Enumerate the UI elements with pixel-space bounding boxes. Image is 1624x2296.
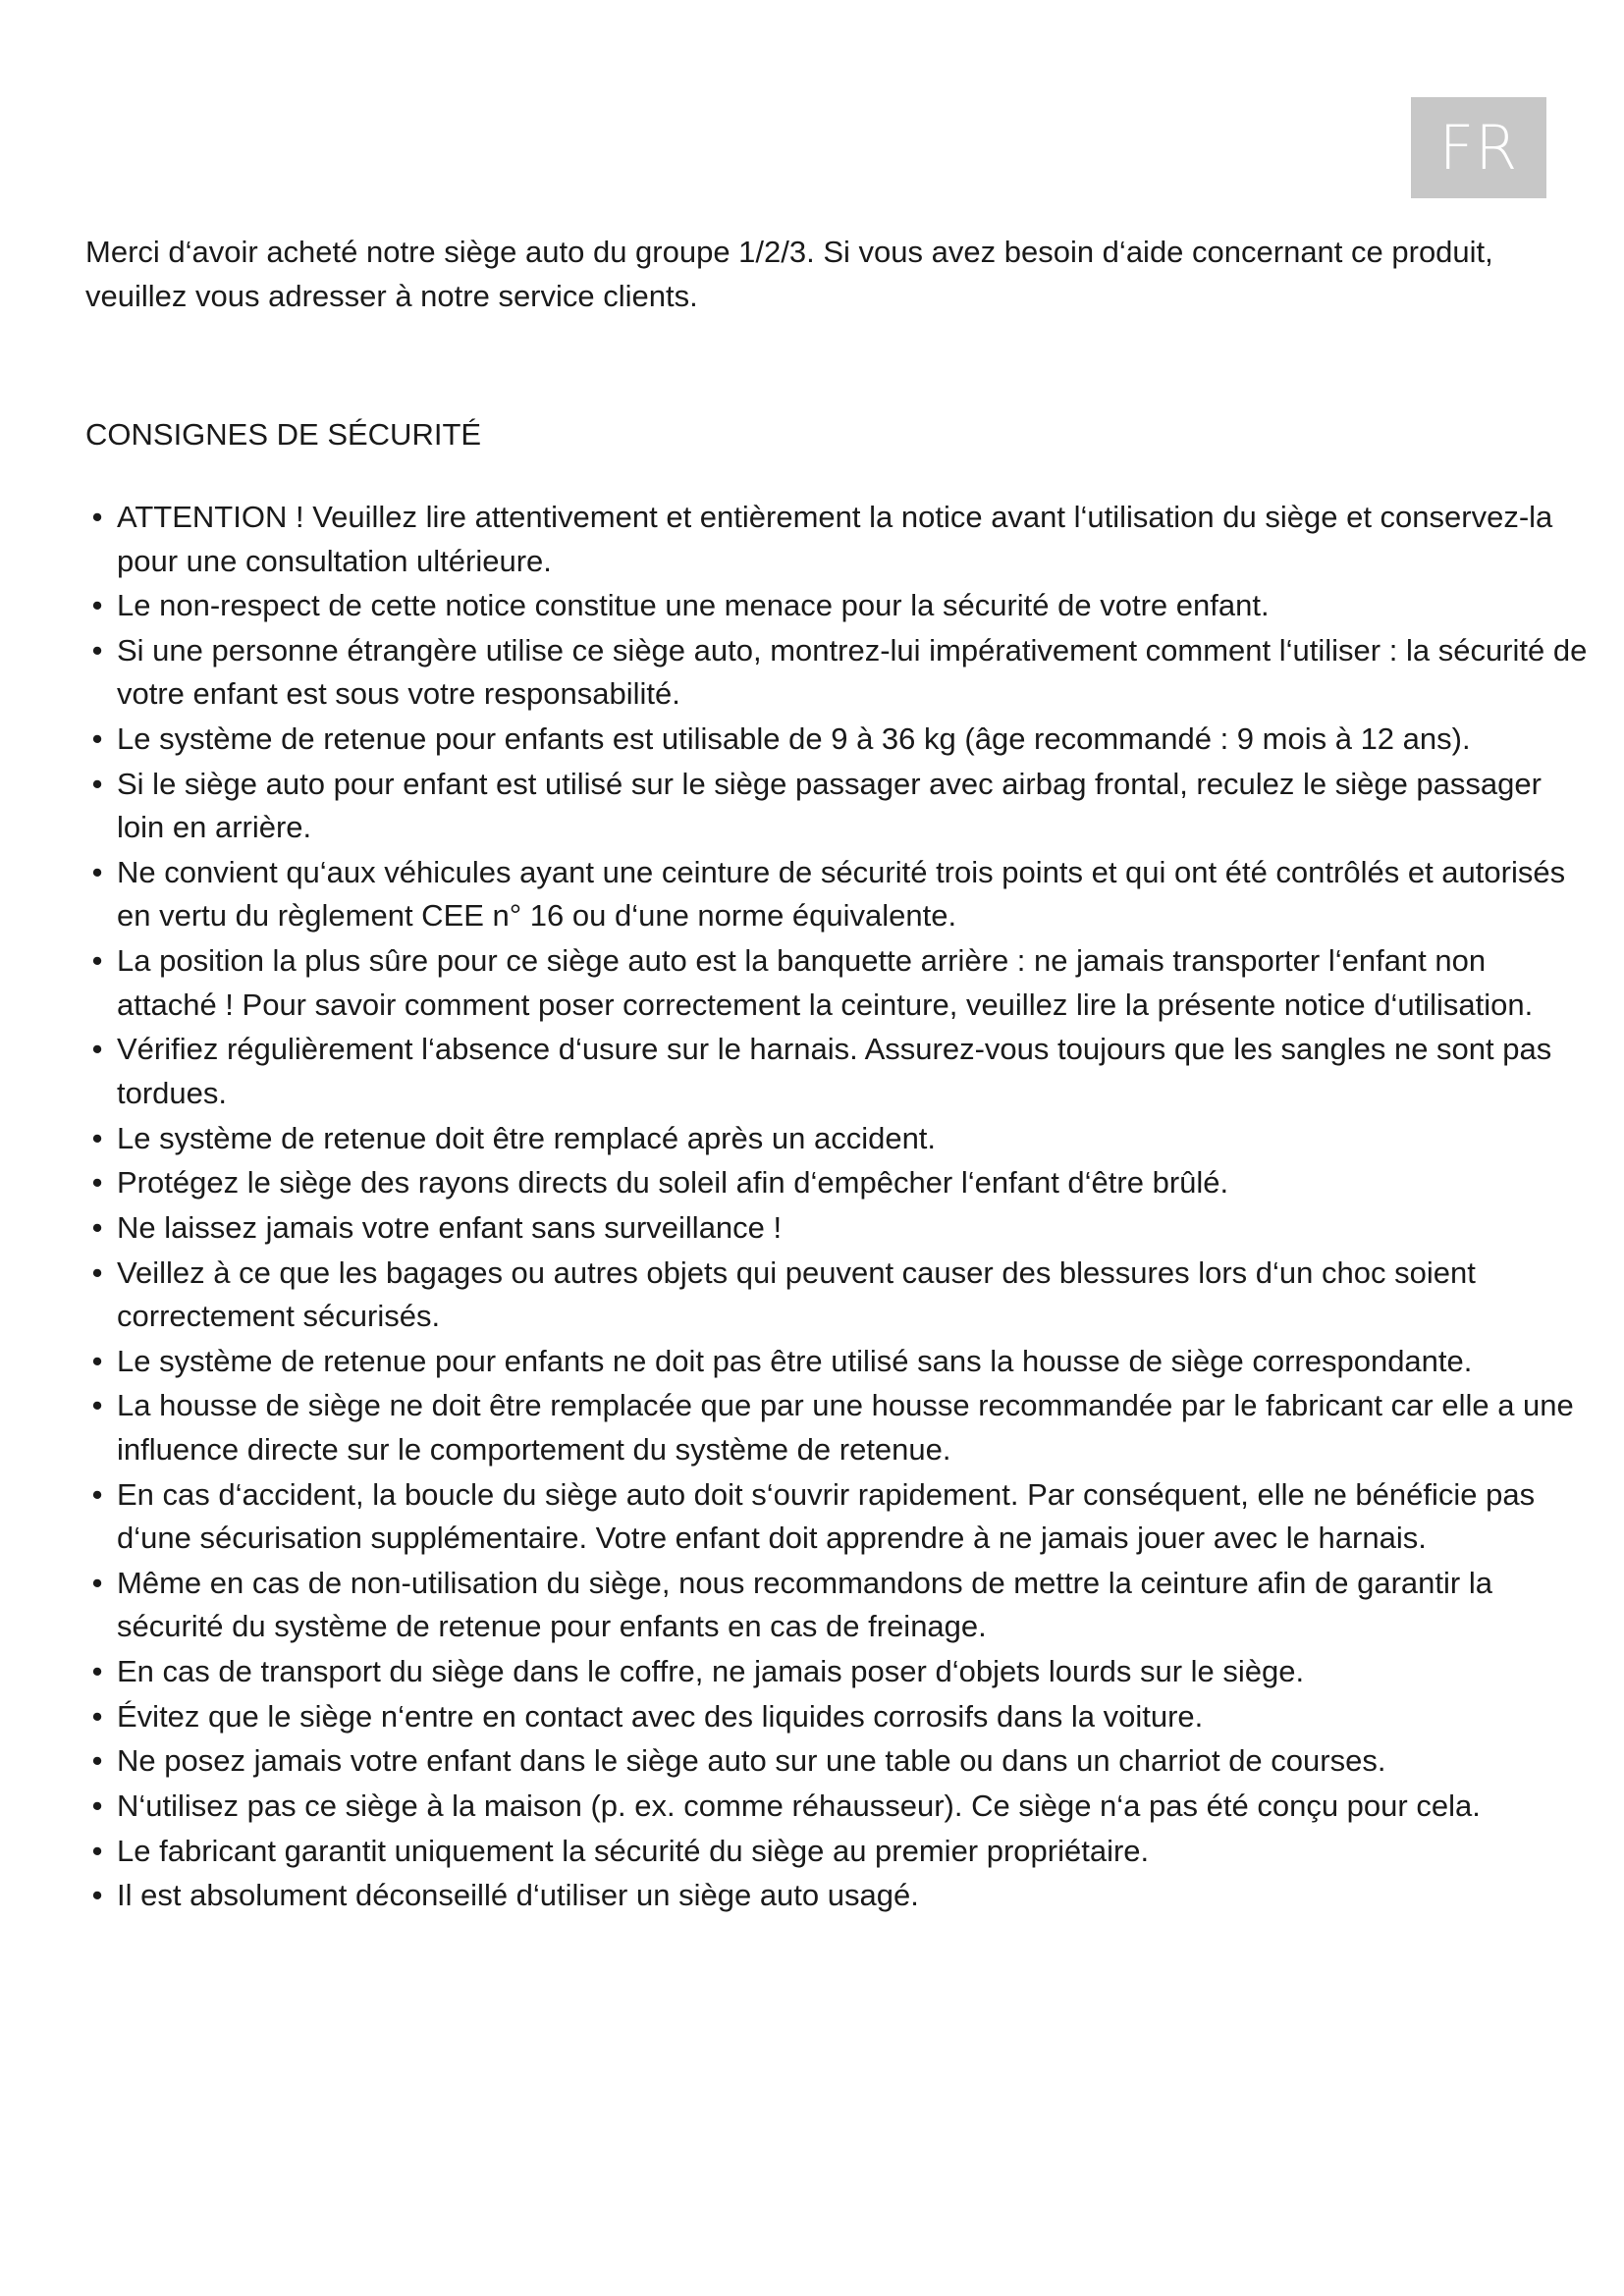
list-item-text: Si une personne étrangère utilise ce siège auto, montrez-lui impérativement comment l‘utiliser : la sécurité de votre enfant est sous votre responsabilité. (117, 632, 1588, 712)
bullet-icon: • (91, 632, 103, 667)
list-item (85, 1695, 1588, 1739)
list-item-text: Le système de retenue doit être remplacé après un accident. (117, 1120, 937, 1155)
bullet-icon: • (91, 1833, 103, 1868)
bullet-icon: • (91, 854, 103, 889)
list-item (85, 1252, 1588, 1339)
bullet-icon: • (91, 1698, 103, 1734)
bullet-icon: • (91, 1255, 103, 1290)
list-item (85, 496, 1588, 583)
list-item (85, 718, 1588, 762)
list-item (85, 1161, 1588, 1205)
list-item (85, 1739, 1588, 1784)
list-item-text: Vérifiez régulièrement l‘absence d‘usure sur le harnais. Assurez-vous toujours que les sangles ne sont pas tordues. (117, 1032, 1552, 1110)
safety-instructions-list (85, 496, 1588, 1919)
list-item-text: Protégez le siège des rayons directs du soleil afin d‘empêcher l‘enfant d‘être brûlé. (117, 1165, 1229, 1201)
bullet-icon: • (91, 1878, 103, 1913)
list-item-text: Ne convient qu‘aux véhicules ayant une ceinture de sécurité trois points et qui ont été contrôlés et autorisés en vertu du règlement CEE n° 16 ou d‘une norme équivalente. (117, 854, 1566, 934)
list-item-text: Même en cas de non-utilisation du siège, nous recommandons de mettre la ceinture afin de garantir la sécurité du système de retenue pour enfants en cas de freinage. (117, 1565, 1492, 1644)
bullet-icon: • (91, 1565, 103, 1600)
list-item (85, 1340, 1588, 1384)
list-item-text: La position la plus sûre pour ce siège auto est la banquette arrière : ne jamais transporter l‘enfant non attaché ! Pour savoir comment poser correctement la ceinture, veuillez lire la présente notice d‘utilisation. (117, 943, 1534, 1022)
list-item (85, 939, 1588, 1027)
bullet-icon: • (91, 1476, 103, 1512)
list-item-text: Ne laissez jamais votre enfant sans surveillance ! (117, 1209, 783, 1245)
list-item (85, 1028, 1588, 1115)
list-item-text: Si le siège auto pour enfant est utilisé sur le siège passager avec airbag frontal, reculez le siège passager loin en arrière. (117, 766, 1542, 845)
bullet-icon: • (91, 1120, 103, 1155)
bullet-icon: • (91, 588, 103, 623)
list-item-text: En cas de transport du siège dans le coffre, ne jamais poser d‘objets lourds sur le siège. (117, 1654, 1305, 1688)
bullet-icon: • (91, 721, 103, 757)
list-item-text: Le système de retenue pour enfants ne doit pas être utilisé sans la housse de siège correspondante. (117, 1343, 1473, 1378)
bullet-icon: • (91, 1165, 103, 1201)
list-item (85, 763, 1588, 850)
list-item-text: Le fabricant garantit uniquement la sécurité du siège au premier propriétaire. (117, 1833, 1150, 1868)
bullet-icon: • (91, 1032, 103, 1067)
bullet-icon: • (91, 1743, 103, 1779)
list-item-text: ATTENTION ! Veuillez lire attentivement et entièrement la notice avant l‘utilisation du siège et conservez-la pour une consultation ultérieure. (117, 500, 1553, 578)
list-item (85, 1830, 1588, 1874)
list-item-text: Le non-respect de cette notice constitue une menace pour la sécurité de votre enfant. (117, 588, 1270, 623)
bullet-icon: • (91, 766, 103, 801)
list-item (85, 1117, 1588, 1161)
list-item (85, 851, 1588, 938)
intro-paragraph: Merci d‘avoir acheté notre siège auto du groupe 1/2/3. Si vous avez besoin d‘aide concernant ce produit, veuillez vous adresser à notre service clients. (85, 235, 1493, 313)
list-item-text: Évitez que le siège n‘entre en contact avec des liquides corrosifs dans la voiture. (117, 1698, 1204, 1734)
bullet-icon: • (91, 1654, 103, 1688)
list-item (85, 1562, 1588, 1649)
section-title: CONSIGNES DE SÉCURITÉ (85, 417, 482, 452)
list-item-text: Veillez à ce que les bagages ou autres objets qui peuvent causer des blessures lors d‘un choc soient correctement sécurisés. (117, 1255, 1476, 1334)
list-item (85, 1874, 1588, 1918)
list-item-text: N‘utilisez pas ce siège à la maison (p. ex. comme réhausseur). Ce siège n‘a pas été conçu pour cela. (117, 1789, 1481, 1824)
bullet-icon: • (91, 1209, 103, 1245)
language-badge: FR (1411, 97, 1546, 198)
list-item (85, 584, 1588, 628)
list-item-text: Le système de retenue pour enfants est utilisable de 9 à 36 kg (âge recommandé : 9 mois à 12 ans). (117, 721, 1471, 757)
bullet-icon: • (91, 1789, 103, 1824)
bullet-icon: • (91, 1343, 103, 1378)
bullet-icon: • (91, 1388, 103, 1423)
list-item-text: La housse de siège ne doit être remplacée que par une housse recommandée par le fabricant car elle a une influence directe sur le comportement du système de retenue. (117, 1388, 1574, 1467)
list-item (85, 1473, 1588, 1561)
bullet-icon: • (91, 500, 103, 534)
list-item (85, 629, 1588, 717)
list-item-text: Il est absolument déconseillé d‘utiliser un siège auto usagé. (117, 1878, 919, 1913)
bullet-icon: • (91, 943, 103, 979)
list-item (85, 1384, 1588, 1471)
list-item (85, 1206, 1588, 1251)
list-item-text: En cas d‘accident, la boucle du siège auto doit s‘ouvrir rapidement. Par conséquent, elle ne bénéficie pas d‘une sécurisation supplémentaire. Votre enfant doit apprendre à ne jamais jouer avec le harnais. (117, 1476, 1536, 1556)
list-item-text: Ne posez jamais votre enfant dans le siège auto sur une table ou dans un charriot de courses. (117, 1743, 1386, 1779)
list-item (85, 1785, 1588, 1829)
list-item (85, 1650, 1588, 1694)
